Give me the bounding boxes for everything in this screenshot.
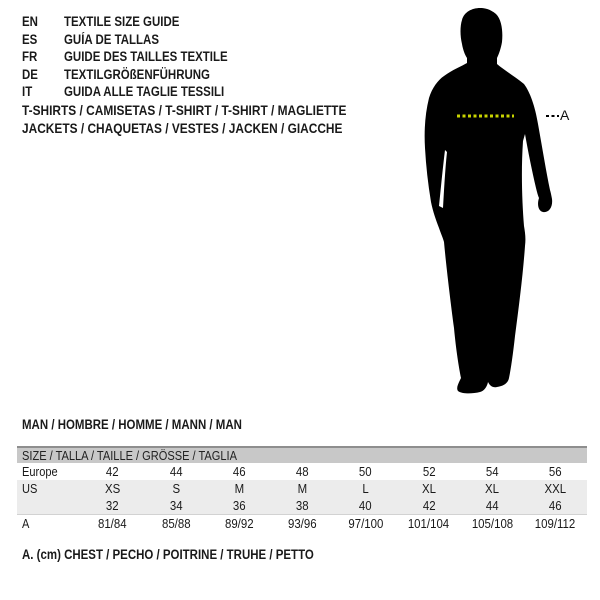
language-title-block: [22, 13, 257, 101]
lang-row-fr: [22, 48, 257, 66]
lang-title: GUÍA DE TALLAS: [64, 31, 159, 47]
cell-value: 32: [106, 498, 119, 513]
lang-row-en: [22, 13, 257, 31]
cell-value: XXL: [544, 481, 567, 496]
cell-value: L: [362, 481, 369, 496]
row-label: Europe: [22, 464, 58, 479]
cell-value: 42: [422, 498, 436, 513]
cell-value: 93/96: [288, 515, 317, 531]
lang-row-de: [22, 66, 257, 84]
cell-value: 56: [549, 464, 562, 479]
cell-value: XL: [421, 481, 436, 496]
lang-code: IT: [22, 84, 33, 100]
size-table-header: SIZE / TALLA / TAILLE / GRÖSSE / TAGLIA: [17, 446, 587, 463]
table-row-us: [17, 480, 587, 497]
measurement-figure: [418, 6, 600, 402]
cell-value: 97/100: [348, 515, 384, 531]
cell-value: 50: [359, 464, 372, 479]
table-row-chest-a: [17, 514, 587, 531]
cell-value: 40: [359, 498, 372, 513]
measure-legend: A. (cm) CHEST / PECHO / POITRINE / TRUHE / PETTO: [22, 547, 314, 562]
cell-value: 101/104: [408, 515, 450, 531]
lang-title: GUIDA ALLE TAGLIE TESSILI: [64, 84, 225, 100]
cell-value: 54: [485, 464, 499, 479]
cell-value: S: [172, 481, 180, 496]
man-silhouette: [418, 6, 600, 402]
cell-value: 52: [422, 464, 436, 479]
product-line-jackets: JACKETS / CHAQUETAS / VESTES / JACKEN / GIACCHE: [22, 120, 343, 136]
cell-value: 81/84: [98, 515, 127, 531]
cell-value: 109/112: [535, 515, 576, 531]
row-label: US: [22, 481, 38, 496]
lang-title: TEXTILGRÖßENFÜHRUNG: [64, 66, 210, 82]
cell-value: 105/108: [471, 515, 513, 531]
cell-value: 42: [106, 464, 119, 479]
cell-value: 44: [169, 464, 183, 479]
lang-row-es: [22, 31, 257, 49]
cell-value: 44: [485, 498, 499, 513]
lang-row-it: [22, 83, 257, 101]
man-silhouette-body: [425, 8, 553, 393]
lang-code: FR: [22, 49, 38, 65]
cell-value: M: [297, 481, 308, 496]
table-row-numeric: [17, 497, 587, 514]
cell-value: 46: [549, 498, 562, 513]
cell-value: 38: [296, 498, 309, 513]
cell-value: 34: [169, 498, 183, 513]
lang-code: DE: [22, 66, 38, 82]
cell-value: XL: [485, 481, 500, 496]
cell-value: 36: [232, 498, 246, 513]
cell-value: 48: [296, 464, 309, 479]
lang-code: EN: [22, 14, 38, 30]
table-row-europe: [17, 463, 587, 480]
measure-label-a: A: [560, 107, 570, 123]
lang-title: GUIDE DES TAILLES TEXTILE: [64, 49, 228, 65]
size-table: [17, 446, 587, 531]
row-label: A: [22, 515, 30, 531]
cell-value: M: [234, 481, 244, 496]
lang-code: ES: [22, 31, 38, 47]
cell-value: 46: [232, 464, 246, 479]
cell-value: 89/92: [224, 515, 254, 531]
product-line-tshirts: T-SHIRTS / CAMISETAS / T-SHIRT / T-SHIRT / MAGLIETTE: [22, 102, 347, 118]
section-title-man: MAN / HOMBRE / HOMME / MANN / MAN: [22, 417, 242, 432]
cell-value: XS: [104, 481, 121, 496]
lang-title: TEXTILE SIZE GUIDE: [64, 14, 180, 30]
product-type-block: [22, 101, 404, 137]
cell-value: 85/88: [161, 515, 191, 531]
